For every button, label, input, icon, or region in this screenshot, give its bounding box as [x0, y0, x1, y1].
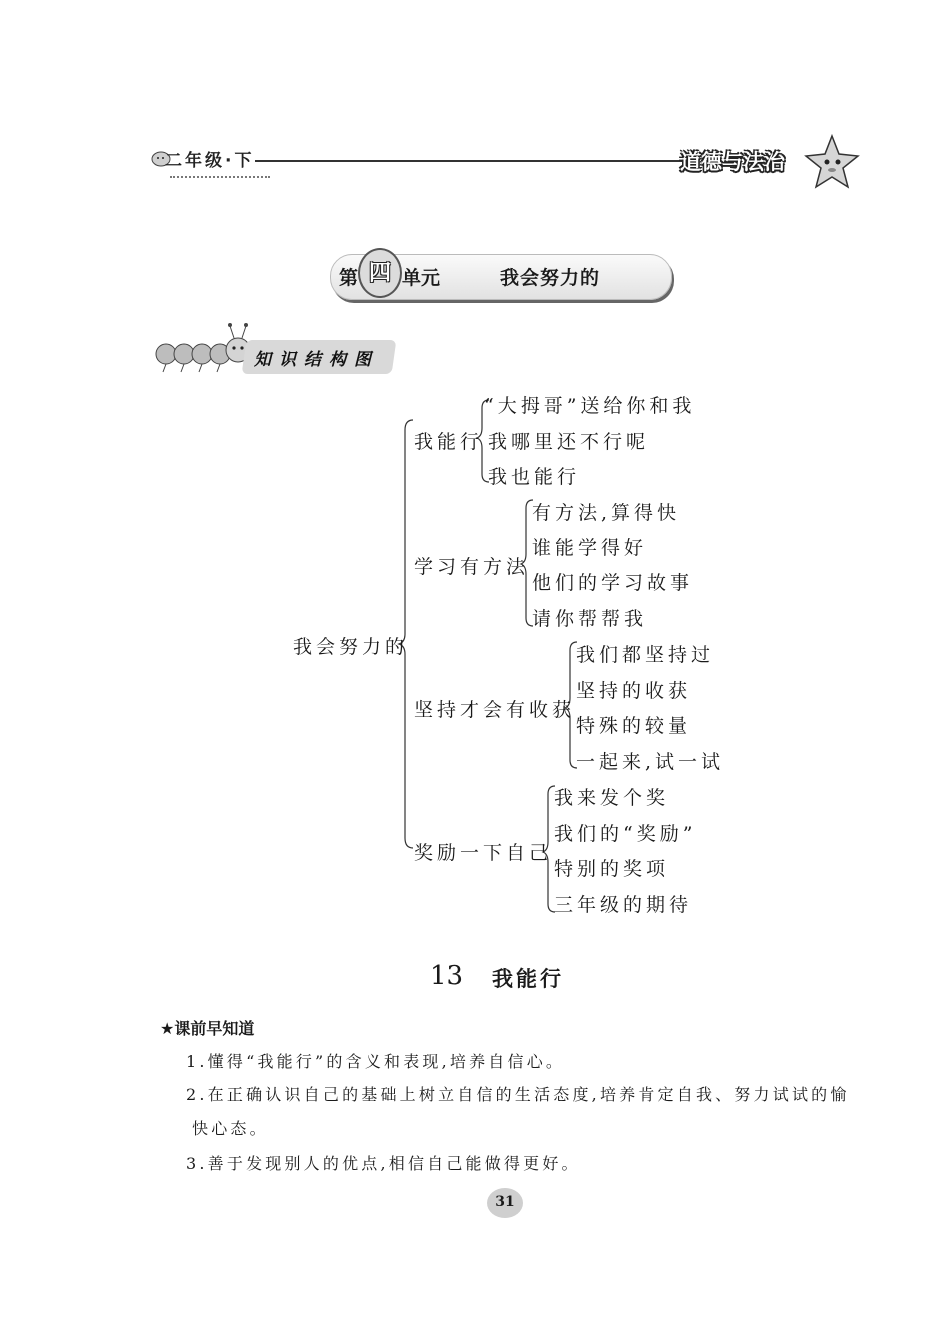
tree-root: 我会努力的 [293, 636, 409, 658]
tree-leaf: “大拇哥”送给你和我 [484, 395, 696, 417]
preview-item: 1.懂得“我能行”的含义和表现,培养自信心。 [186, 1052, 566, 1071]
tree-leaf: 他们的学习故事 [532, 572, 694, 594]
unit-title: 我会努力的 [500, 267, 601, 289]
tree-leaf: 三年级的期待 [554, 894, 693, 916]
header-grade: 二年级·下 [165, 151, 255, 171]
tree-branch-2: 学习有方法 [414, 556, 530, 578]
tree-leaf: 我哪里还不行呢 [488, 431, 650, 453]
unit-prefix: 第 [339, 267, 359, 289]
tree-leaf: 坚持的收获 [576, 680, 692, 702]
tree-leaf: 特殊的较量 [576, 715, 692, 737]
lesson-title: 我能行 [492, 967, 564, 991]
tree-leaf: 一起来,试一试 [576, 751, 725, 773]
tree-branch-1: 我能行 [414, 431, 484, 453]
tree-leaf: 请你帮帮我 [532, 608, 648, 630]
preview-item-continued: 快心态。 [192, 1119, 269, 1138]
tree-leaf: 我来发个奖 [554, 787, 670, 809]
tree-leaf: 特别的奖项 [554, 858, 670, 880]
preview-item: 3.善于发现别人的优点,相信自己能做得更好。 [186, 1154, 581, 1173]
unit-number: 四 [368, 261, 391, 286]
tree-leaf: 我们都坚持过 [576, 644, 715, 666]
section-label: 知识结构图 [254, 350, 379, 370]
header-subject: 道德与法治 [680, 150, 785, 174]
tree-leaf: 我们的“奖励” [554, 823, 697, 845]
page-number: 31 [495, 1194, 515, 1210]
lesson-number: 13 [430, 961, 464, 991]
tree-leaf: 谁能学得好 [532, 537, 648, 559]
tree-leaf: 有方法,算得快 [532, 502, 681, 524]
tree-leaf: 我也能行 [488, 466, 581, 488]
unit-suffix: 单元 [402, 267, 441, 289]
preview-heading: ★课前早知道 [160, 1019, 255, 1038]
tree-branch-3: 坚持才会有收获 [414, 699, 576, 721]
tree-branch-4: 奖励一下自己 [414, 842, 553, 864]
preview-item: 2.在正确认识自己的基础上树立自信的生活态度,培养肯定自我、努力试试的愉 [186, 1085, 850, 1104]
